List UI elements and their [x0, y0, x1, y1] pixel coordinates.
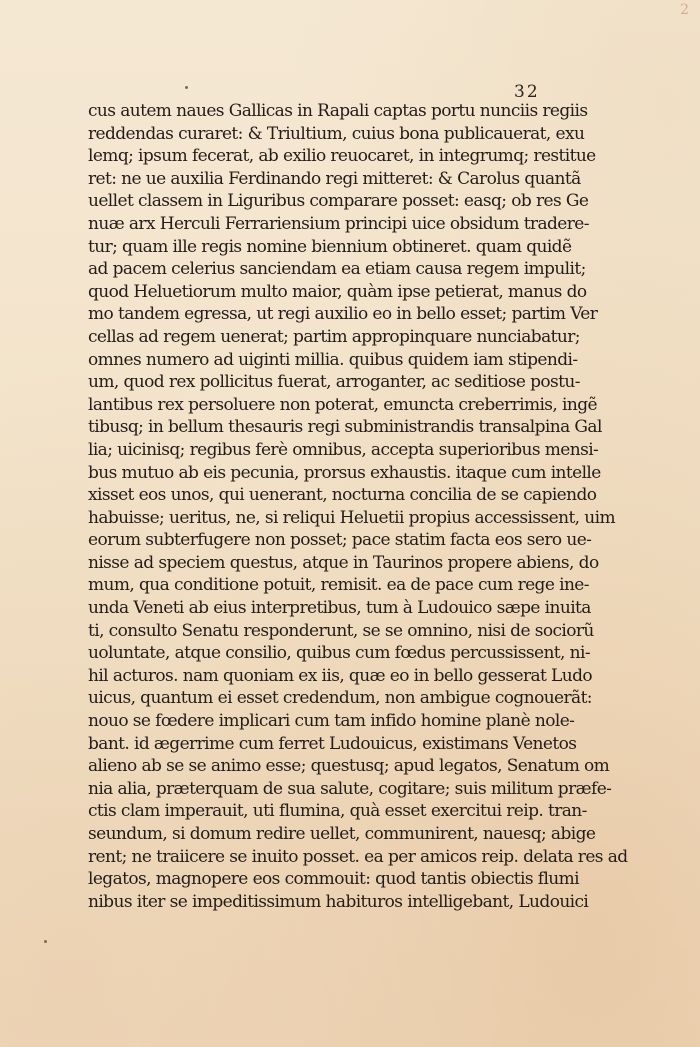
- text-line: nouo se fœdere implicari cum tam infido homine planè nole-: [88, 711, 575, 732]
- text-line: seundum, si domum redire uellet, communirent, nauesq; abige: [88, 824, 596, 844]
- text-line: lemq; ipsum fecerat, ab exilio reuocaret, in integrumq; restitue: [88, 146, 596, 167]
- text-line: reddendas curaret: & Triultium, cuius bona publicauerat, exu: [88, 123, 585, 144]
- margin-dot: [44, 940, 47, 943]
- text-line: lantibus rex persoluere non poterat, emuncta creberrimis, ingẽ: [88, 394, 597, 415]
- text-line: eorum subterfugere non posset; pace statim facta eos sero ue-: [88, 530, 592, 551]
- folio-number: 32: [514, 82, 540, 102]
- text-line: uoluntate, atque consilio, quibus cum fœdus percussissent, ni-: [88, 643, 590, 664]
- text-line: bus mutuo ab eis pecunia, prorsus exhaustis. itaque cum intelle: [88, 462, 601, 483]
- text-line: um, quod rex pollicitus fuerat, arroganter, ac seditiose postu-: [88, 372, 580, 393]
- text-line: ad pacem celerius sanciendam ea etiam causa regem impulit;: [88, 259, 586, 280]
- text-line: tibusq; in bellum thesauris regi subministrandis transalpina Gal: [88, 417, 602, 438]
- corner-pencil-mark: 2: [680, 2, 690, 18]
- text-line: ctis clam imperauit, uti flumina, quà esset exercitui reip. tran-: [88, 801, 587, 822]
- text-line: bant. id ægerrime cum ferret Ludouicus, existimans Venetos: [88, 733, 577, 754]
- text-line: unda Veneti ab eius interpretibus, tum à Ludouico sæpe inuita: [88, 598, 591, 619]
- text-line: tur; quam ille regis nomine biennium obtineret. quam quidẽ: [88, 236, 572, 257]
- body-text: [88, 100, 628, 913]
- text-line: habuisse; ueritus, ne, si reliqui Heluetii propius accessissent, uim: [88, 507, 615, 528]
- text-line: nia alia, præterquam de sua salute, cogitare; suis militum præfe-: [88, 778, 612, 799]
- text-line: ti, consulto Senatu responderunt, se se omnino, nisi de sociorũ: [88, 620, 594, 641]
- text-line: alieno ab se se animo esse; questusq; apud legatos, Senatum om: [88, 756, 610, 777]
- text-line: lia; uicinisq; regibus ferè omnibus, accepta superioribus mensi-: [88, 439, 599, 460]
- text-line: uellet classem in Liguribus comparare posset: easq; ob res Ge: [88, 191, 589, 212]
- text-line: nuæ arx Herculi Ferrariensium principi uice obsidum tradere-: [88, 213, 589, 234]
- text-line: mo tandem egressa, ut regi auxilio eo in bello esset; partim Ver: [88, 304, 598, 325]
- text-line: mum, qua conditione potuit, remisit. ea de pace cum rege ine-: [88, 575, 589, 596]
- text-line: hil acturos. nam quoniam ex iis, quæ eo in bello gesserat Ludo: [88, 665, 592, 686]
- text-line: cellas ad regem uenerat; partim appropinquare nunciabatur;: [88, 326, 580, 347]
- text-line: rent; ne traiicere se inuito posset. ea per amicos reip. delata res ad: [88, 846, 628, 867]
- text-line: nisse ad speciem questus, atque in Taurinos propere abiens, do: [88, 552, 599, 573]
- text-line: legatos, magnopere eos commouit: quod tantis obiectis flumi: [88, 869, 580, 890]
- text-line: nibus iter se impeditissimum habituros intelligebant, Ludouici: [88, 891, 589, 912]
- text-line: cus autem naues Gallicas in Rapali captas portu nunciis regiis: [88, 101, 588, 121]
- text-line: omnes numero ad uiginti millia. quibus quidem iam stipendi-: [88, 349, 578, 370]
- text-line: ret: ne ue auxilia Ferdinando regi mitteret: & Carolus quantã: [88, 168, 581, 189]
- text-line: uicus, quantum ei esset credendum, non ambigue cognouerãt:: [88, 688, 592, 709]
- text-line: xisset eos unos, qui uenerant, nocturna concilia de se capiendo: [88, 485, 597, 506]
- margin-dot: [185, 86, 188, 89]
- text-line: quod Heluetiorum multo maior, quàm ipse petierat, manus do: [88, 281, 587, 302]
